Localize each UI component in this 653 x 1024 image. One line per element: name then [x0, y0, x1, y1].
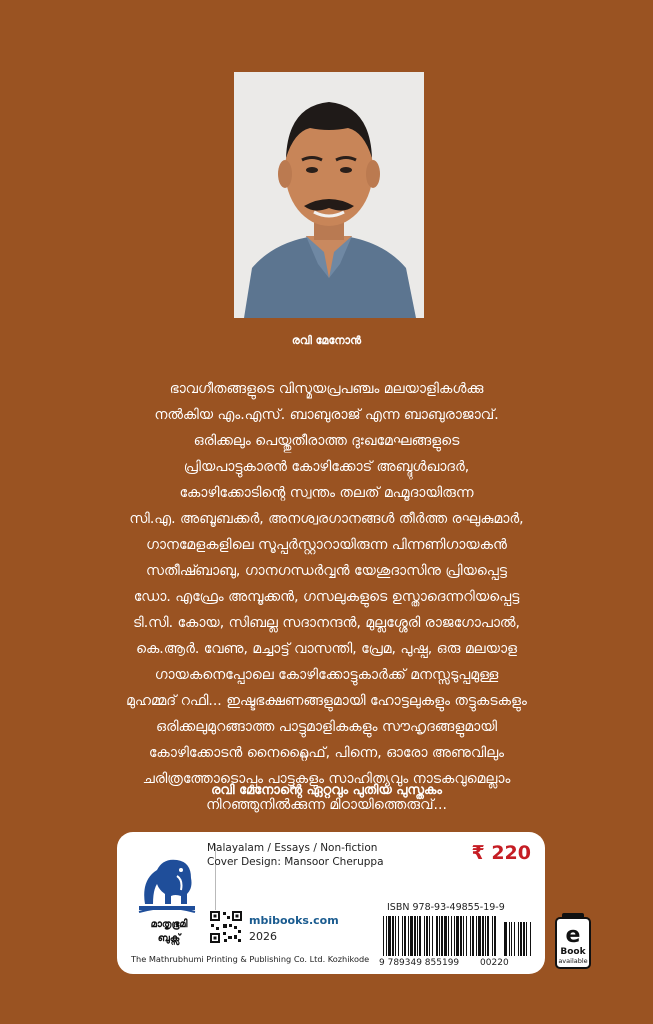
- blurb-line: സതീഷ്ബാബു, ഗാനഗന്ധർവ്വൻ യേശുദാസിനു പ്രിയപ്പെട്ട: [146, 563, 507, 579]
- blurb-line: നൽകിയ എം.എസ്. ബാബുരാജ് എന്ന ബാബുരാജാവ്.: [154, 407, 499, 423]
- barcode-main-digits: 9 789349 855199: [379, 958, 460, 968]
- category-text: Malayalam / Essays / Non-fiction: [207, 842, 378, 854]
- blurb-line: നിറഞ്ഞുനിൽക്കുന്ന മിഠായിത്തെരുവ്...: [206, 797, 447, 813]
- blurb-line: കോഴിക്കോടൻ നൈറ്റ്ലൈഫ്, പിന്നെ, ഓരോ അണുവിലും: [148, 745, 505, 761]
- blurb-line: ചരിത്രത്തോടൊപ്പം പാട്ടുകളും സാഹിത്യവും നാടകവുമെല്ലാം: [142, 771, 511, 787]
- qr-code-icon: [209, 910, 243, 944]
- author-caption: രവി മേനോൻ: [291, 334, 362, 347]
- blurb-line: പ്രിയപാട്ടുകാരൻ കോഴിക്കോട് അബ്ദുൾഖാദർ,: [183, 459, 470, 475]
- blurb-line: ഒരിക്കലും പെയ്തുതീരാത്ത ദുഃഖമേഘങ്ങളുടെ: [193, 433, 460, 449]
- info-panel: [117, 832, 545, 974]
- cover-credit-text: Cover Design: Mansoor Cheruppa: [207, 856, 384, 868]
- ebook-line2: available: [558, 957, 588, 965]
- blurb-line: ഡോ. എഫ്രേം അമ്പൂക്കൻ, ഗസലുകളുടെ ഉസ്താദെന്നറിയപ്പെട്ട: [133, 589, 520, 605]
- blurb-text: [80, 376, 573, 818]
- tagline: രവി മേനോന്റെ ഏറ്റവും പുതിയ പുസ്തകം: [211, 783, 442, 798]
- ebook-letter: e: [565, 923, 581, 948]
- blurb-line: സി.എ. അബൂബക്കർ, അനശ്വരഗാനങ്ങൾ തീർത്ത രഘുകുമാർ,: [129, 511, 524, 527]
- blurb-line: ഗായകനെപ്പോലെ കോഴിക്കോട്ടുകാർക്ക് മനസ്സടുപ്പമുള്ള: [154, 667, 499, 683]
- elephant-logo-icon: [135, 850, 199, 916]
- ebook-badge: [552, 912, 594, 970]
- blurb-line: ടി.സി. കോയ, സിബല്ല സദാനന്ദൻ, മുല്ലശ്ശേരി രാജഗോപാൽ,: [133, 615, 520, 631]
- blurb-line: കെ.ആർ. വേണു, മച്ചാട്ട് വാസന്തി, പ്രേമ, പുഷ്പ, ഒരു മലയാള: [135, 641, 518, 657]
- blurb-line: മുഹമ്മദ് റഫി... ഇഷ്ടഭക്ഷണങ്ങളുമായി ഹോട്ടലുകളും തട്ടുകടകളും: [126, 693, 527, 709]
- author-photo: [234, 72, 424, 318]
- barcode-addon-digits: 00220: [480, 958, 509, 968]
- publisher-name: മാതൃഭൂമി ബുക്സ്: [150, 919, 188, 944]
- blurb-line: ഗാനമേളകളിലെ സൂപ്പർസ്റ്റാറായിരുന്ന പിന്നണിഗായകൻ: [146, 537, 507, 553]
- year-text: 2026: [249, 930, 277, 943]
- blurb-line: കോഴിക്കോടിന്റെ സ്വന്തം തലത് മഹ്മൂദായിരുന്ന: [179, 485, 474, 501]
- website-link[interactable]: mbibooks.com: [249, 914, 339, 927]
- isbn-text: ISBN 978-93-49855-19-9: [387, 902, 505, 913]
- blurb-line: ഭാവഗീതങ്ങളുടെ വിസ്മയപ്രപഞ്ചം മലയാളികൾക്കു: [169, 381, 484, 397]
- barcode-icon: [383, 916, 533, 956]
- barcode-digits: [379, 958, 537, 968]
- imprint-text: The Mathrubhumi Printing & Publishing Co. Ltd. Kozhikode: [131, 954, 370, 964]
- price-text: ₹ 220: [471, 842, 531, 864]
- ebook-line1: Book: [560, 947, 586, 957]
- blurb-line: ഒരിക്കലുമുറങ്ങാത്ത പാട്ടുമാളികകളും സൗഹൃദങ്ങളുമായി: [156, 719, 497, 735]
